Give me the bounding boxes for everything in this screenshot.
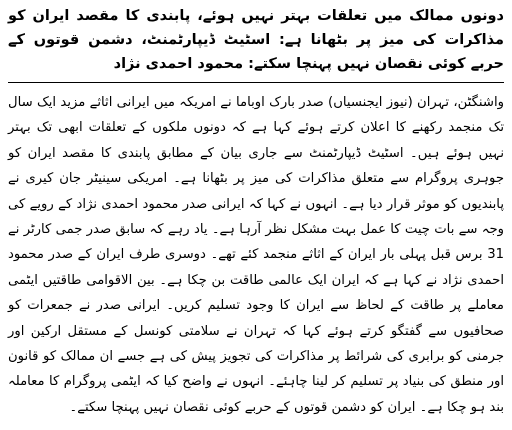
headline: دونوں ممالک میں تعلقات بہتر نہیں ہوئے، پابندی کا مقصد ایران کو مذاکرات کی میز پر بٹھانا ہے: اسٹیٹ ڈیپارٹمنٹ، دشمن قوتوں کے حربے کوئی نقصان نہیں پہنچا سکتے: محمود احمدی نژاد xyxy=(8,8,504,72)
article-body: واشنگٹن، تہران (نیوز ایجنسیاں) صدر بارک اوباما نے امریکہ میں ایرانی اثاثے مزید ایک سال تک منجمد رکھنے کا اعلان کرتے ہوئے کہا ہے کہ دونوں ملکوں کے تعلقات ابھی تک بہتر نہیں ہوئے ہیں۔ اسٹیٹ ڈیپارٹمنٹ سے جاری بیان کے مطابق پابندی کا مقصد ایران کو جوہری پروگرام سے متعلق مذاکرات کی میز پر بٹھانا ہے۔ امریکی سینیٹر جان کیری نے پابندیوں کو موثر قرار دیا ہے۔ انہوں نے کہا کہ ایرانی صدر محمود احمدی نژاد کے رویے کی وجہ سے بات چیت کا عمل بہت مشکل نظر آرہا ہے۔ یاد رہے کہ سابق صدر جمی کارٹر نے 31 برس قبل پہلی بار ایران کے اثاثے منجمد کئے تھے۔ دوسری طرف ایران کے صدر محمود احمدی نژاد نے کہا ہے کہ ایران ایک عالمی طاقت بن چکا ہے۔ بین الاقوامی طاقتیں ایٹمی معاملے پر طاقت کے لحاظ سے ایران کا وجود تسلیم کریں۔ ایرانی صدر نے جمعرات کو صحافیوں سے گفتگو کرتے ہوئے کہا کہ تہران نے سلامتی کونسل کے مستقل ارکین اور جرمنی کو برابری کی شرائط پر مذاکرات کی تجویز پیش کی ہے جسے ان ممالک کو قانون اور منطق کی بنیاد پر تسلیم کر لینا چاہئے۔ انہوں نے واضح کیا کہ ایٹمی پروگرام کا معاملہ بند ہو چکا ہے۔ ایران کو دشمن قوتوں کے حربے کوئی نقصان نہیں پہنچا سکتے۔ xyxy=(8,95,504,415)
divider xyxy=(8,82,504,83)
